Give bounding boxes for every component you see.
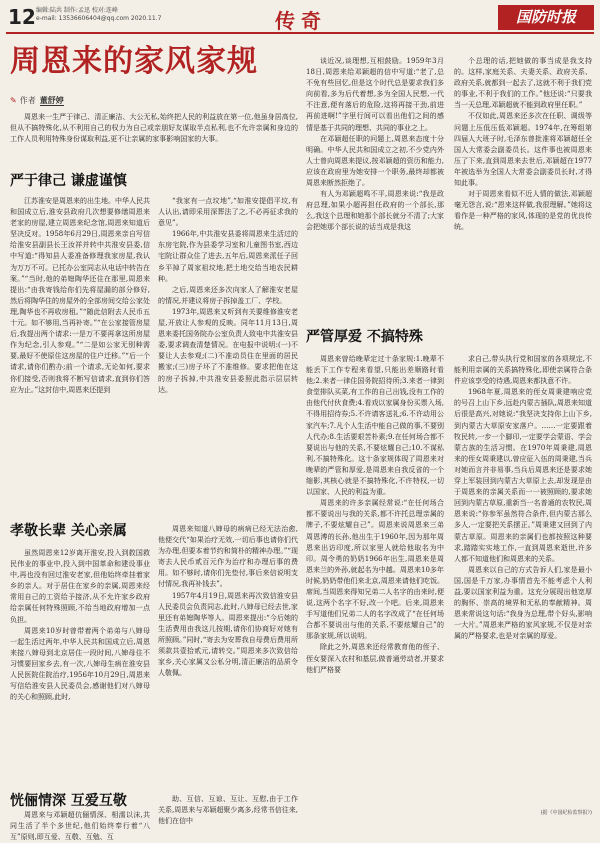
author-name: 董舒婷 (39, 96, 64, 105)
body-text: 1966年,中共淮安县委将周恩来生活过的东房宅院,作为县委学习室和儿童图书室,西边宅院让群众住了进去,五年后,周恩来派任子回乡平掉了周家祖坟地,把土地交给当地农民耕种。 (158, 230, 298, 283)
masthead (6, 4, 594, 34)
body-text: 周恩来知道八婶母的病病已经无法治愈,他便交代“如果治疗无效,一切后事也请你们代为办理,但要本着节约和简朴的精神办理。”“现寄去人民币贰百元作为治疗和办理后事的费用。如不够时,请你们先垫付,事后来信说明支付情况,我再补钱去”。 (158, 525, 298, 589)
intro-block (10, 112, 298, 164)
column-1-section-3 (10, 810, 150, 842)
column-1-section-1 (10, 196, 150, 514)
byline-prefix: 作者 (19, 96, 36, 105)
body-text: 周恩来以自己的方式告诉人们,家是最小国,国是千万家,办事情首先不能考虑个人利益,要以国家利益为重。这充分展现出他宽厚的胸怀、崇高的境界和无私的奉献精神。周恩来常说这句话:“我身为总理,带个好头,影响一大片。”周恩来严格的家风家规,不仅是对亲属的严格要求,也是对亲属的厚爱。 (454, 565, 592, 641)
column-2-section-2 (158, 524, 298, 786)
body-text: 求自己,带头执行党和国家的各项规定,不能利用亲属的关系搞特殊化,即使亲属符合条件应该享受的待遇,周恩来都执意不许。 (454, 355, 592, 386)
body-text: 在邓颖超任职的问题上,周恩来态度十分明确。中华人民共和国成立之初,不少党内外人士曾向周恩来提议,按邓颖超的资历和能力,应该在政府里为她安排一个职务,最终却都被周恩来断然拒绝了。 (306, 134, 444, 188)
body-text: 助、互信、互谅、互让、互慰,由于工作关系,周恩来与邓颖超聚少离多,经常书信往来,他们在信中 (158, 795, 298, 826)
column-3-section-4 (306, 354, 444, 824)
page-number: 12 (8, 5, 36, 29)
source-note: (据《中国纪检监察报》) (540, 810, 592, 816)
body-text: 个总理的话,把她做的事当成是我支持的。这样,家庭关系、夫妻关系、政府关系、政府关系,就都到一起去了,这就不利于我们党的事业,不利于我们的工作。”他还说:“只要我当一天总理,邓颖超就不能到政府里任职。” (454, 57, 592, 110)
column-4-section-3 (454, 56, 592, 318)
section-title: 传奇 (275, 9, 327, 33)
intro-paragraph: 周恩来一生严于律己、清正廉洁、大公无私,始终把人民的利益放在第一位,他虽身居高位,但从不搞特殊化,从不利用自己的权力为自己或亲朋好友谋取半点私利,也不允许亲属和身边的工作人员利用特殊身份谋取利益,更不让亲属的家事影响国家的大事。 (10, 113, 298, 144)
column-4-section-4 (454, 354, 592, 808)
body-text: 1968年夏,周恩来的侄女周秉建响应党的号召上山下乡,远赴内蒙古插队,周恩来知道后很是高兴,对她说:“我坚决支持你上山下乡,到内蒙古大草原安家落户。……一定要跟着牧民转,一步一个脚印,一定要学会蒙语、学会蒙古族的生活习惯。在1970年周秉建,周恩来的侄女周秉建以,曾应征入伍的周秉建,当兵对她而言并非易事,当兵后周恩来还是要求她穿上军装回到内蒙古大草原上去,却发现是由于周恩来的亲属关系而一一被照顾的,要求她回到内蒙古草原,重新当一名普通的农牧民,周恩来说:“你参军虽然符合条件,但内蒙古那么多人,一定要把关系摆正。”周秉建又回到了内蒙古草原。周恩来的亲属们也都按照这种要求,踏踏实实地工作,一直到周恩来逝世,许多人都不知道他们和周恩来的关系。 (454, 388, 592, 563)
editor-info (36, 7, 186, 23)
body-text: 谈近况,谈理想,互相鼓励。1959年3月18日,周恩来给邓颖超的信中写道:“老了,总不免有些回忆,但是这个时代总是要求我们多向前看,多为后代着想,多为全国人民想,一代不注意,便有落后的危险,这将再接干劲,前进再前进啊!”字里行间可以看出他们之间的感情是基于共同的理想、共同的事业之上。 (306, 57, 444, 132)
byline (10, 96, 64, 106)
body-text: 除此之外,周恩来还经常教育他的侄子、侄女要深入农村和基层,做普通劳动者,并要求他们严格要 (306, 643, 444, 674)
body-text: 对于周恩来看似不近人情的做法,邓颖超毫无怨言,说:“恩来这样做,我很理解。”她将这看作是一种严格的家风,体现的是党的优良传统。 (454, 190, 592, 232)
subhead-2: 孝敬长辈 关心亲属 (10, 523, 127, 539)
column-2-section-3 (158, 794, 298, 824)
body-text: 不仅如此,周恩来还多次在任职、调级等问题上压低压低邓颖超。1974年,在筹组第四届人大班子时,毛泽东曾批准将邓颖超任全国人大常委会副委员长。这件事也被周恩来压了下来,直到周恩来去世后,邓颖超在1977年被选举为全国人大常委会副委员长时,才得知此事。 (454, 112, 592, 188)
column-2-section-1 (158, 196, 298, 446)
subhead-1: 严于律己 谦虚谨慎 (10, 173, 127, 189)
contact-line: e-mail: 13536606404@qq.com 2020.11.7 (36, 15, 162, 22)
newspaper-logo: 国防时报 (498, 5, 594, 30)
body-text: 周恩来与邓颖超伉俪情深、相濡以沫,共同生活了半个多世纪,他们始终奉行着“八互”原则,即互爱、互敬、互勉、互 (10, 811, 150, 842)
body-text: 之后,周恩来还多次向家人了解淮安老屋的情况,并建议将房子拆掉盖工厂、学校。 (158, 285, 298, 305)
pen-icon: ✎ (10, 96, 17, 105)
editor-line: 编辑:陆共 制作:孟迅 校对:连峰 (36, 7, 118, 14)
body-text: 1957年4月19日,周恩来再次致信淮安县人民委员会负责同志,此时,八婶母已经去世,家里还有弟媳陶华等人。周恩来提出:“今后她的生活费用由我这儿按期,请你们协商好对她有所照顾。”同时,“寄去为安葬我自母费后费用所须款共壹拾贰元,请转交。”周恩来多次致信给家乡,关心家属又公私分明,清正廉洁的品质令人敬佩。 (158, 591, 298, 678)
body-text: 周恩来曾给晚辈定过十条家规:1.晚辈不能丢下工作专程来看望,只能出差顺路时看他;2.来者一律住国务院招待所;3.来者一律到食堂排队买菜,有工作的自己出钱,没有工作的由他代付伙食费;4.看戏以家属身份买票入场,不得用招待券;5.不许请客送礼;6.不许动用公家汽车;7.凡个人生活中能自己做的事,不要别人代办;8.生活要艰苦朴素;9.在任何场合都不要说出与他的关系,不要炫耀自己;10.不谋私利,不搞特殊化。这十条家规体现了周恩来对晚辈的严管和厚爱,是周恩来自我反省的一个缩影,其核心就是不搞特殊化,不许特权,一切以国家、人民的利益为重。 (306, 355, 444, 497)
column-3-section-3 (306, 56, 444, 318)
body-text: 1973年,周恩来又听到有关要维修淮安老屋,开放让人参观的反映。同年11月13日,周恩来委托国务院办公室负责人致电中共淮安县委,要求调查清楚情况。在电报中说明:(一)不要让人去参观;(二)不准动员住在里面的居民搬家;(三)房子坏了不准维修。要求把他在这的房子拆掉,中共淮安县委照此指示层层转达。 (158, 307, 298, 394)
body-text: 周恩来10岁时曾带着两个弟弟与八婶母一起生活过两年,中华人民共和国成立后,周恩来接八婶母到北京居住一段时间,八婶母住不习惯要回家乡去,有一次,八婶母生病在淮安县人民医院住院治疗,1956年10月29日,周恩来写信给淮安县人民委员会,感谢他们对八婶母的关心和照顾,此时, (10, 626, 150, 702)
column-1-section-2 (10, 548, 150, 786)
article-title: 周恩来的家风家规 (10, 44, 258, 79)
body-text: 周恩来的许多亲属经常说:“在任何场合都不要说出与我的关系,都不许托总理亲属的牌子,不要炫耀自己”。周恩来说周恩来三弟周恩溥的长孙,他出生于1960年,因为那年周恩来出访印度,所以家里人就给他取名为中印。周令勇的奶奶1966年出生,周恩来是周恩来兰的外孙,就起名为中越。周恩来10多年时候,奶奶带他们来北京,周恩来请他们吃饭。席间,当周恩来得知兄弟二人名字的由来时,便说,这两个名字不好,改一个吧。后来,周恩来手写道他们兄弟二人的名字改成了“在任何场合都不要说出与他的关系,不要炫耀自己”的那条家规,所以说明。 (306, 499, 444, 641)
subhead-4: 严管厚爱 不搞特殊 (306, 329, 423, 345)
body-text: 江苏淮安是周恩来的出生地。中华人民共和国成立后,淮安县政府几次想要修缮周恩来老家的房屋,建立周恩来纪念馆,周恩来知道后坚决反对。1958年6月29日,周恩来亲自写信给淮安县副县长王汝祥并转中共淮安县委,信中写道:“得知县人委准备修理我家房屋,我认为万万不可。已托办公室同志从电话中转告在案。”“当时,他的弟媳陶华还住在那里,周恩来提出:“由我寄钱给你们先将屋漏的部分修好,然后将陶华住的房屋外的全部房间交给公家处理,陶华也不再收房租。”“随此信附去人民币五十元。如不够用,当再补寄。”“在公家接管房屋后,我提出两个请求:一是万不要再拿这所房屋作为纪念,引人参观。”“二是如公家无别种需要,最好不使原住这房屋的住户迁移。”“后一个请求,请你们酌办;前一个请求,无论如何,要求你们接受,否则我将不断写信请求,直到你们答应为止。”这封信中,周恩来还提到 (10, 197, 150, 394)
subhead-3: 恍俪情深 互爱互敬 (10, 793, 127, 809)
body-text: 虽然周恩来12岁离开淮安,投入到救国救民伟业的事业中,投入到中国革命和建设事业中,再也没有回过淮安老家,但他始终牵挂着家乡的亲人。对于居住在家乡的亲属,周恩来经常用自己的工资给予接济,从不允许家乡政府给亲属任何特殊照顾,不给当地政府增加一点负担。 (10, 549, 150, 624)
body-text: 有人为邓颖超鸣不平,周恩来说:“我是政府总理,如果小超再担任政府的一个部长,那么,我这个总理和她那个部长就分不清了;大家会把她那个部长说的话当成是我这 (306, 190, 444, 232)
newspaper-page (6, 4, 594, 842)
body-text: “我家有一点坟地”,“如淮安提倡平坟,有人认出,请即采用深葬法了之,不必再征求我的意见”。 (158, 197, 298, 228)
